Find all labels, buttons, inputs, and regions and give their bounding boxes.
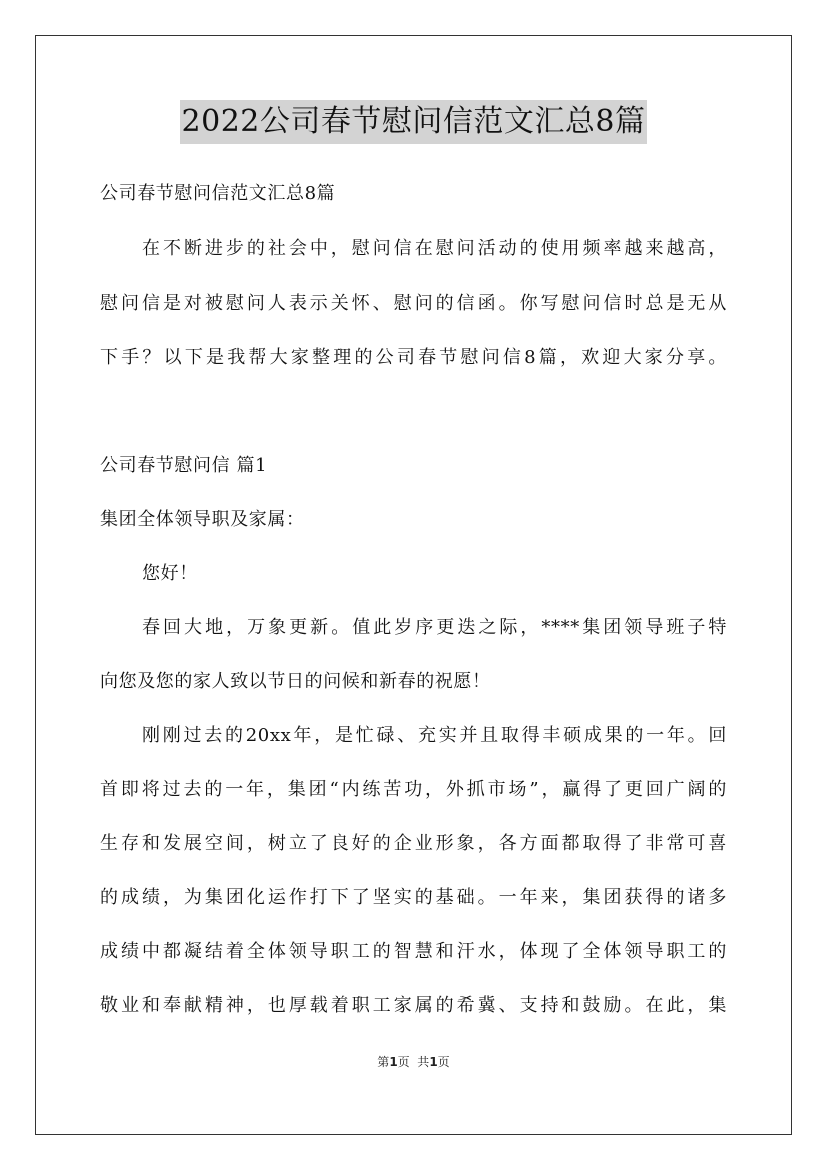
intro-line-2: 慰问信是对被慰问人表示关怀、慰问的信函。你写慰问信时总是无从: [100, 293, 727, 314]
footer-page-suffix: 页: [437, 1055, 450, 1069]
paragraph2-line-2: 首即将过去的一年，集团“内练苦功，外抓市场”，赢得了更回广阔的: [100, 779, 727, 800]
title-container: [0, 100, 827, 144]
paragraph1-line-2: 向您及您的家人致以节日的问候和新春的祝愿！: [100, 671, 491, 692]
page-footer: [0, 1054, 827, 1070]
section-heading: 公司春节慰问信 篇1: [100, 455, 268, 476]
footer-page-prefix: 第: [377, 1055, 390, 1069]
document-subtitle: 公司春节慰问信范文汇总8篇: [100, 183, 336, 204]
intro-line-3: 下手？以下是我帮大家整理的公司春节慰问信8篇，欢迎大家分享。: [100, 347, 727, 368]
paragraph2-line-3: 生存和发展空间，树立了良好的企业形象，各方面都取得了非常可喜: [100, 833, 727, 854]
paragraph1-line-1: 春回大地，万象更新。值此岁序更迭之际，****集团领导班子特: [142, 617, 727, 638]
footer-page-current: 1: [389, 1055, 398, 1069]
paragraph2-line-5: 成绩中都凝结着全体领导职工的智慧和汗水，体现了全体领导职工的: [100, 941, 727, 962]
paragraph2-line-6: 敬业和奉献精神，也厚载着职工家属的希冀、支持和鼓励。在此，集: [100, 995, 727, 1016]
footer-page-total: 1: [429, 1055, 438, 1069]
salutation: 集团全体领导职及家属：: [100, 509, 305, 530]
paragraph2-line-1: 刚刚过去的20xx年，是忙碌、充实并且取得丰硕成果的一年。回: [142, 725, 727, 746]
greeting: 您好！: [142, 563, 198, 584]
intro-line-1: 在不断进步的社会中，慰问信在慰问活动的使用频率越来越高，: [142, 238, 727, 259]
document-title: 2022公司春节慰问信范文汇总8篇: [180, 100, 648, 144]
footer-page-mid: 页 共: [397, 1055, 430, 1069]
paragraph2-line-4: 的成绩，为集团化运作打下了坚实的基础。一年来，集团获得的诸多: [100, 887, 727, 908]
